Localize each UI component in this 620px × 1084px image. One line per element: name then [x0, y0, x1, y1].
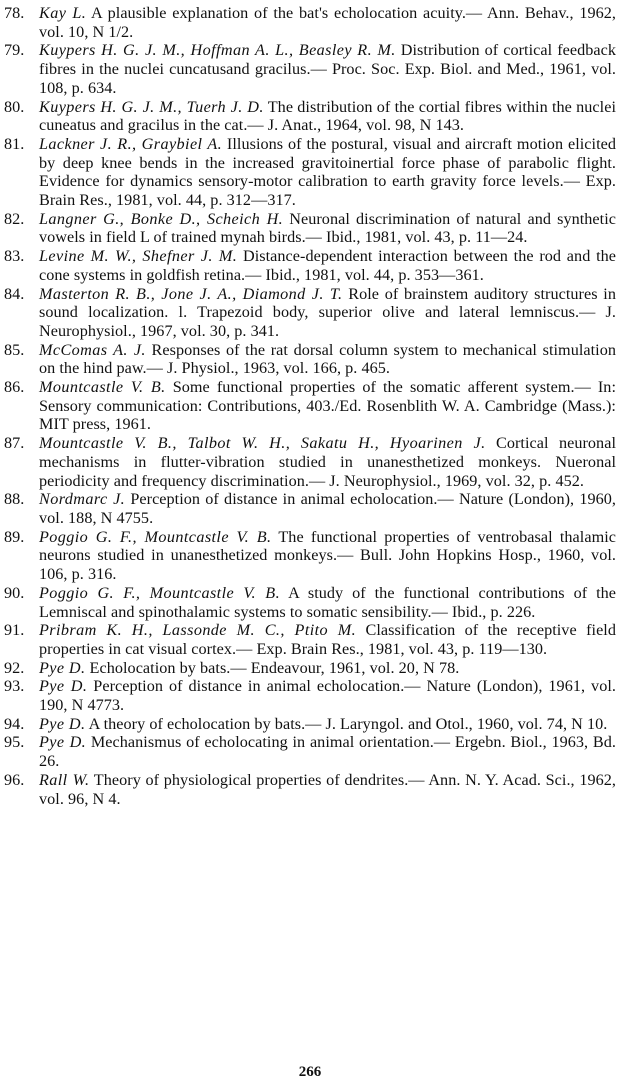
- reference-authors: Kay L.: [39, 4, 87, 22]
- reference-text: The distribution of the cortial fibres within the nuclei cuneatus and gracilus in the cat.— J. Anat., 1964, vol. 98, N 143.: [39, 97, 616, 135]
- reference-authors: Masterton R. B., Jone J. A., Diamond J. T.: [39, 284, 343, 303]
- reference-text: Theory of physiological properties of dendrites.— Ann. N. Y. Acad. Sci., 1962, vol. 96, N 4.: [39, 770, 616, 808]
- reference-number: 95.: [4, 733, 25, 752]
- reference-authors: Kuypers H. G. J. M., Tuerh J. D.: [39, 97, 264, 116]
- reference-text: Distribution of cortical feedback fibres in the nuclei cuncatusand gracilus.— Proc. Soc. Exp. Biol. and Med., 1961, vol. 108, p. 634.: [39, 41, 617, 97]
- reference-authors: Levine M. W., Shefner J. M.: [39, 247, 238, 266]
- reference-text: Classification of the receptive field properties in cat visual cortex.— Exp. Brain Res., 1981, vol. 43, p. 119—130.: [39, 621, 616, 658]
- reference-authors: Kuypers H. G. J. M., Hoffman A. L., Beasley R. M.: [39, 41, 396, 60]
- reference-number: 82.: [4, 209, 25, 228]
- reference-number: 78.: [4, 4, 25, 22]
- reference-text: Perception of distance in animal echolocation.— Nature (London), 1960, vol. 188, N 4755.: [39, 490, 616, 527]
- reference-authors: Nordmarc J.: [39, 490, 126, 509]
- reference-entry: [0, 4, 620, 41]
- reference-entry: [0, 771, 620, 808]
- reference-number: 80.: [4, 97, 25, 116]
- reference-text: Mechanismus of echolocating in animal orientation.— Ergebn. Biol., 1963, Bd. 26.: [39, 733, 616, 771]
- reference-entry: [0, 584, 620, 621]
- reference-text: Distance-dependent interaction between the rod and the cone systems in goldfish retina.— Ibid., 1981, vol. 44, p. 353—361.: [39, 247, 616, 284]
- reference-entry: [0, 285, 620, 341]
- reference-entry: [0, 247, 620, 284]
- reference-text: The functional properties of ventrobasal thalamic neurons studied in unanesthetized monkeys.— Bull. John Hopkins Hosp., 1960, vol. 106, p. 316.: [39, 527, 617, 584]
- reference-number: 91.: [4, 621, 25, 640]
- reference-number: 89.: [4, 527, 25, 546]
- reference-authors: Poggio G. F., Mountcastle V. B.: [39, 527, 272, 546]
- reference-text: A plausible explanation of the bat's echolocation acuity.— Ann. Behav., 1962, vol. 10, N 1/2.: [39, 4, 617, 41]
- reference-number: 90.: [4, 583, 25, 602]
- reference-authors: Poggio G. F., Mountcastle V. B.: [39, 583, 281, 602]
- reference-entry: [0, 41, 620, 97]
- reference-authors: Pye D.: [39, 714, 86, 733]
- reference-text: Neuronal discrimination of natural and synthetic vowels in field L of trained mynah birds.— Ibid., 1981, vol. 43, p. 11—24.: [39, 209, 617, 247]
- reference-authors: Rall W.: [39, 770, 90, 789]
- reference-text: Role of brainstem auditory structures in sound localization. l. Trapezoid body, superior olive and lateral lemniscus.— J. Neurophysiol., 1967, vol. 30, p. 341.: [39, 284, 616, 340]
- reference-authors: Lackner J. R., Graybiel A.: [39, 134, 223, 153]
- reference-number: 84.: [4, 284, 25, 303]
- reference-authors: Mountcastle V. B.: [39, 378, 166, 397]
- reference-authors: Langner G., Bonke D., Scheich H.: [39, 209, 284, 228]
- reference-number: 92.: [4, 658, 25, 677]
- reference-number: 85.: [4, 340, 25, 359]
- reference-entry: [0, 659, 620, 678]
- reference-number: 88.: [4, 490, 25, 509]
- reference-entry: [0, 677, 620, 714]
- reference-authors: Pye D.: [39, 658, 86, 677]
- reference-text: Echolocation by bats.— Endeavour, 1961, vol. 20, N 78.: [85, 658, 460, 677]
- reference-authors: Pribram K. H., Lassonde M. C., Ptito M.: [39, 621, 357, 640]
- reference-entry: [0, 434, 620, 490]
- reference-number: 93.: [4, 677, 25, 696]
- reference-entry: [0, 715, 620, 734]
- reference-entry: [0, 621, 620, 658]
- reference-number: 79.: [4, 41, 25, 60]
- reference-authors: Pye D.: [39, 677, 88, 696]
- reference-number: 94.: [4, 714, 25, 733]
- reference-number: 83.: [4, 247, 25, 266]
- reference-entry: [0, 378, 620, 434]
- reference-entry: [0, 341, 620, 378]
- reference-text: Some functional properties of the somatic afferent system.— In: Sensory communication: Contributions, 403./Ed. Rosenblith W. A. Cambridge (Mass.): MIT press, 1961.: [39, 378, 616, 434]
- reference-text: Perception of distance in animal echolocation.— Nature (London), 1961, vol. 190, N 4773.: [39, 677, 616, 715]
- reference-number: 86.: [4, 378, 25, 397]
- reference-text: Cortical neuronal mechanisms in flutter-vibration studied in unanesthetized monkeys. Nueronal periodicity and frequency discrimination.— J. Neurophysiol., 1969, vol. 32, p. 452.: [39, 434, 616, 490]
- reference-entry: [0, 210, 620, 247]
- reference-authors: Mountcastle V. B., Talbot W. H., Sakatu H., Hyoarinen J.: [39, 434, 486, 453]
- reference-text: A theory of echolocation by bats.— J. Laryngol. and Otol., 1960, vol. 74, N 10.: [85, 714, 608, 733]
- reference-authors: McComas A. J.: [39, 340, 146, 359]
- reference-number: 81.: [4, 134, 25, 153]
- reference-authors: Pye D.: [39, 733, 87, 752]
- reference-number: 96.: [4, 770, 25, 789]
- reference-entry: [0, 98, 620, 135]
- reference-entry: [0, 490, 620, 527]
- reference-text: A study of the functional contributions of the Lemniscal and spinothalamic systems to somatic sensibility.— Ibid., p. 226.: [39, 583, 617, 621]
- reference-entry: [0, 135, 620, 210]
- page-number: 266: [298, 1064, 322, 1080]
- reference-entry: [0, 528, 620, 584]
- reference-list: [0, 4, 620, 808]
- reference-entry: [0, 733, 620, 770]
- reference-number: 87.: [4, 434, 25, 453]
- reference-text: Responses of the rat dorsal column system to mechanical stimulation on the hind paw.— J. Physiol., 1963, vol. 166, p. 465.: [39, 340, 617, 378]
- reference-text: Illusions of the postural, visual and aircraft motion elicited by deep knee bends in the increased gravitoinertial force phase of parabolic flight. Evidence for dynamics sensory-motor calibration to earth gravity force levels.— Exp. Brain Res., 1981, vol. 44, p. 312—317.: [39, 134, 616, 210]
